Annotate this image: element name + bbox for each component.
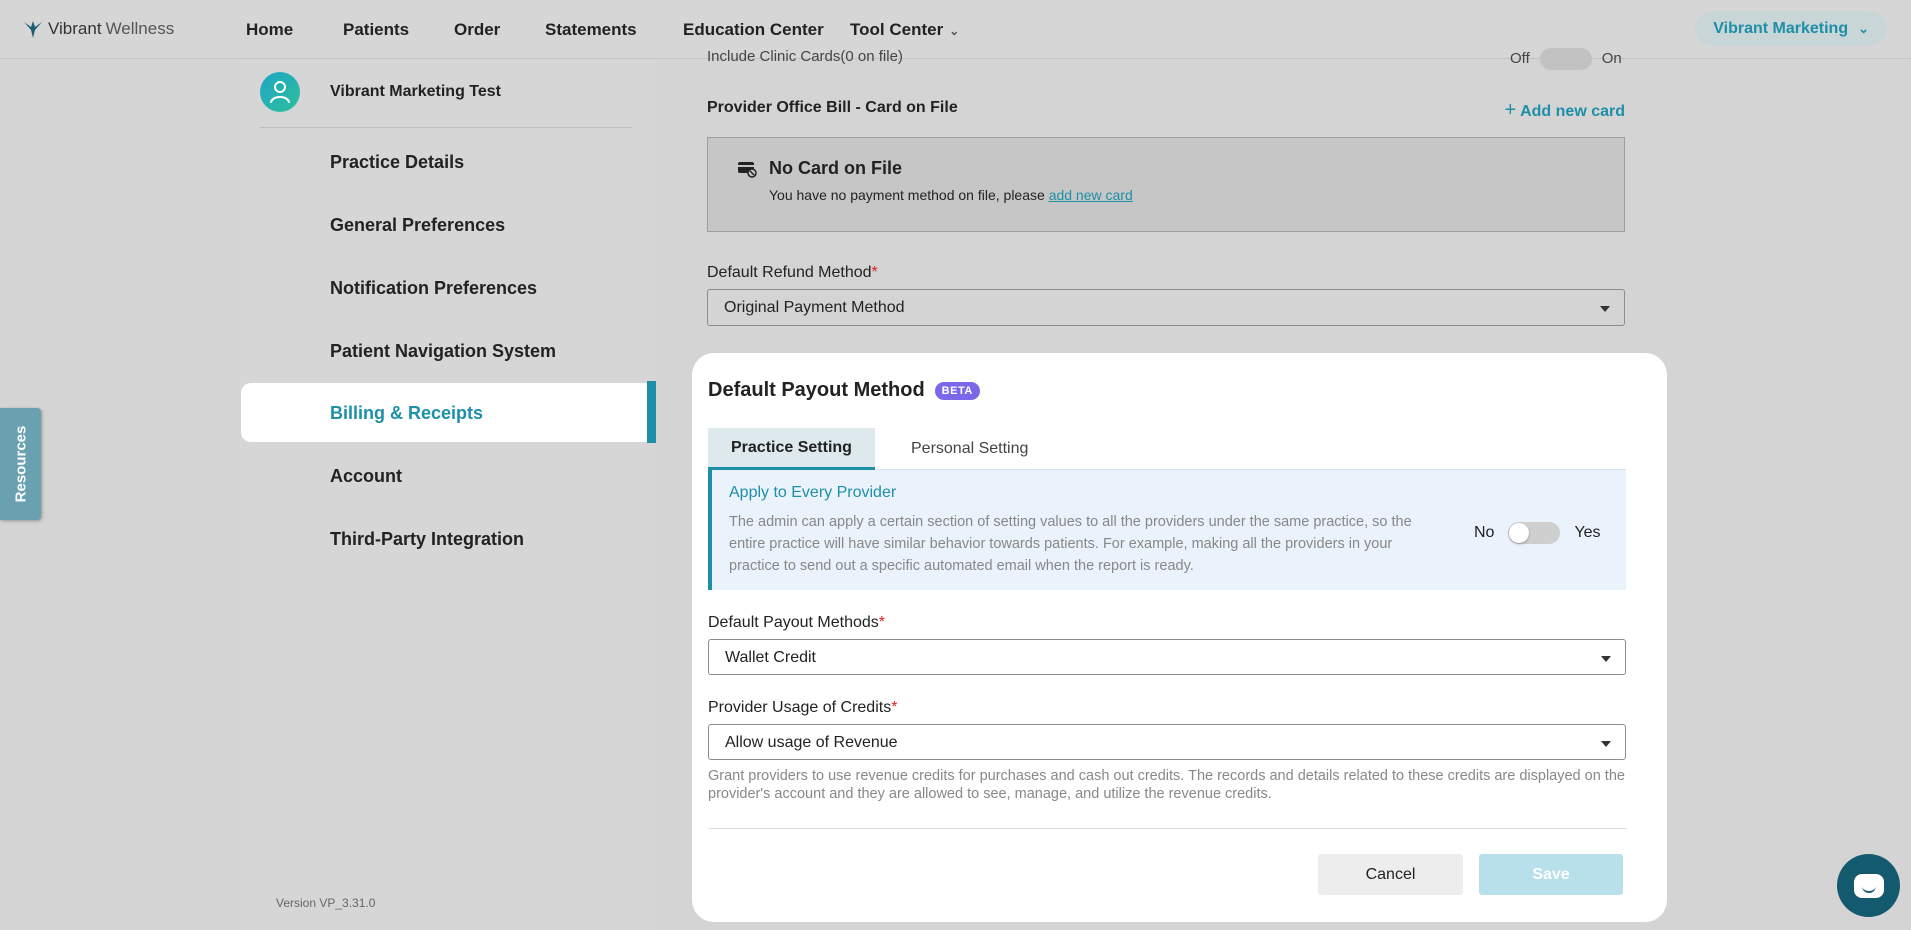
refund-method-label — [707, 264, 878, 282]
vibrant-wellness-logo[interactable] — [22, 18, 174, 40]
settings-sidebar — [240, 60, 656, 930]
user-icon — [269, 80, 291, 104]
apply-to-every-provider-panel — [708, 470, 1626, 590]
payout-methods-label-text: Default Payout Methods — [708, 614, 879, 631]
nav-patients[interactable]: Patients — [343, 20, 410, 39]
chat-support-button[interactable] — [1837, 854, 1900, 917]
toggle-switch[interactable] — [1540, 48, 1592, 70]
office-bill-title: Provider Office Bill - Card on File — [707, 99, 958, 116]
nav-home[interactable]: Home — [246, 20, 294, 39]
usage-of-credits-label-text: Provider Usage of Credits — [708, 699, 892, 716]
nav-tool-center-label: Tool Center — [850, 20, 944, 39]
nav-order[interactable]: Order — [454, 20, 501, 39]
required-mark: * — [878, 614, 885, 631]
card-icon — [737, 160, 757, 178]
apply-description: The admin can apply a certain section of setting values to all the providers under the same practice, so the entire practice will have similar behavior towards patients. For example, making all the providers in your practice to send out a specific automated email when the report is ready. — [729, 514, 1412, 574]
add-new-card-link[interactable]: add new card — [1048, 187, 1133, 203]
sidebar-divider — [260, 127, 632, 128]
clinic-cards-label: Include Clinic Cards(0 on file) — [707, 48, 903, 65]
modal-title — [708, 379, 980, 402]
usage-of-credits-label — [708, 699, 897, 717]
account-menu-button[interactable] — [1695, 11, 1887, 46]
logo-brand: Vibrant — [48, 19, 102, 38]
clinic-cards-toggle[interactable] — [1510, 48, 1622, 70]
sidebar-item-practice-details[interactable]: Practice Details — [330, 152, 465, 172]
apply-toggle — [1474, 522, 1601, 544]
modal-divider — [708, 828, 1626, 829]
switch-knob — [1509, 523, 1529, 543]
caret-down-icon — [1601, 741, 1611, 747]
tab-practice-setting[interactable]: Practice Setting — [708, 428, 875, 470]
sidebar-item-billing-receipts[interactable]: Billing & Receipts — [330, 403, 484, 423]
logo-suffix: Wellness — [105, 19, 175, 38]
sidebar-item-third-party-integration[interactable]: Third-Party Integration — [330, 529, 525, 549]
apply-switch[interactable] — [1508, 522, 1560, 544]
nav-education-center[interactable]: Education Center — [683, 20, 824, 39]
tab-personal-setting[interactable]: Personal Setting — [911, 440, 1029, 457]
refund-method-value: Original Payment Method — [724, 299, 905, 316]
logo-icon — [22, 18, 44, 40]
usage-of-credits-value: Allow usage of Revenue — [725, 734, 898, 751]
sidebar-active-indicator — [647, 381, 656, 443]
grant-description: Grant providers to use revenue credits for purchases and cash out credits. The records and details related to these credits are displayed on the provider's account and they are allowed to see, manage, and utilize the revenue credits. — [708, 768, 1625, 802]
toggle-off-label: Off — [1510, 49, 1530, 67]
add-new-card-button[interactable] — [1505, 99, 1625, 122]
no-card-message-text: You have no payment method on file, please — [769, 187, 1045, 203]
nav-statements[interactable]: Statements — [545, 20, 637, 39]
caret-down-icon — [1601, 656, 1611, 662]
caret-down-icon — [1600, 306, 1610, 312]
avatar — [260, 72, 300, 112]
toggle-yes-label: Yes — [1574, 524, 1601, 541]
payout-methods-select[interactable] — [708, 639, 1626, 675]
save-button[interactable]: Save — [1479, 854, 1623, 895]
payout-methods-label — [708, 614, 885, 632]
sidebar-item-general-preferences[interactable]: General Preferences — [330, 215, 506, 235]
sidebar-item-patient-navigation-system[interactable]: Patient Navigation System — [330, 341, 557, 361]
refund-method-label-text: Default Refund Method — [707, 264, 872, 281]
payout-method-modal — [692, 353, 1667, 922]
version-label: Version VP_3.31.0 — [276, 896, 376, 910]
add-new-card-label: Add new card — [1520, 103, 1625, 120]
sidebar-item-notification-preferences[interactable]: Notification Preferences — [330, 278, 538, 298]
nav-tool-center[interactable] — [850, 20, 959, 40]
toggle-no-label: No — [1474, 524, 1495, 541]
no-card-message — [769, 187, 1133, 203]
account-name: Vibrant Marketing — [1713, 19, 1849, 37]
resources-tab[interactable] — [0, 408, 41, 520]
sidebar-item-account[interactable]: Account — [330, 466, 402, 486]
profile-header — [260, 72, 501, 112]
refund-method-select[interactable] — [707, 289, 1625, 326]
beta-badge: BETA — [935, 382, 980, 400]
required-mark: * — [891, 699, 898, 716]
no-card-panel — [707, 137, 1625, 232]
usage-of-credits-select[interactable] — [708, 724, 1626, 760]
required-mark: * — [871, 264, 878, 281]
setting-tabs — [708, 428, 1626, 470]
chevron-down-icon: ⌄ — [949, 24, 960, 38]
payout-methods-value: Wallet Credit — [725, 649, 816, 666]
modal-title-text: Default Payout Method — [708, 379, 925, 401]
toggle-on-label: On — [1601, 49, 1622, 67]
apply-title: Apply to Every Provider — [729, 484, 897, 501]
chevron-down-icon: ⌄ — [1858, 20, 1869, 36]
chat-icon — [1854, 874, 1884, 898]
cancel-button[interactable]: Cancel — [1318, 854, 1463, 895]
resources-label: Resources — [12, 425, 29, 503]
profile-name: Vibrant Marketing Test — [330, 83, 501, 100]
plus-icon: + — [1504, 99, 1517, 121]
no-card-title: No Card on File — [769, 158, 903, 178]
